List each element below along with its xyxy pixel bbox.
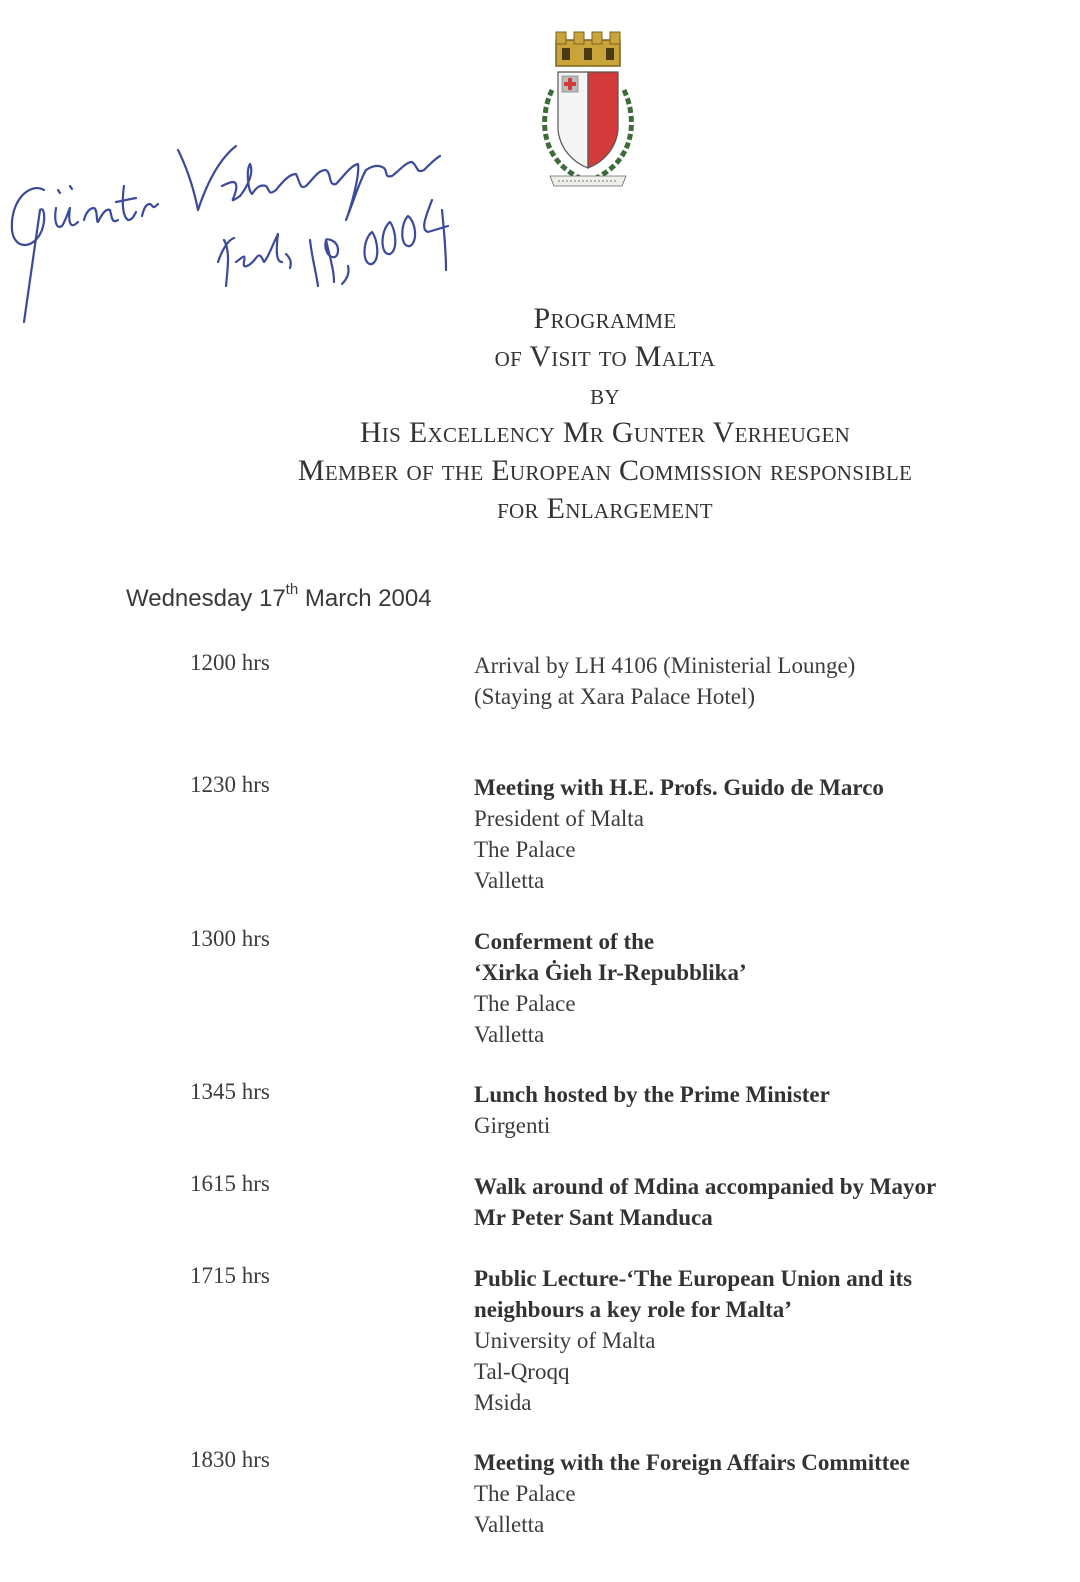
entry-line: Conferment of the bbox=[474, 929, 655, 954]
entry-details bbox=[474, 1171, 1064, 1233]
heading-line-5: Member of the European Commission responsible bbox=[297, 454, 913, 487]
entry-line: The Palace bbox=[474, 1481, 576, 1506]
date-weekday: Wednesday 17 bbox=[126, 585, 286, 612]
entry-line: ‘Xirka Ġieh Ir-Repubblika’ bbox=[474, 960, 747, 985]
entry-line: Valletta bbox=[474, 868, 545, 893]
entry-line: Walk around of Mdina accompanied by Mayor bbox=[474, 1174, 937, 1199]
heading-line-2: of Visit to Malta bbox=[494, 340, 716, 373]
entry-line: Meeting with the Foreign Affairs Committee bbox=[474, 1450, 910, 1475]
entry-line: Public Lecture-‘The European Union and its bbox=[474, 1266, 913, 1291]
entry-line: The Palace bbox=[474, 837, 576, 862]
entry-line: Arrival by LH 4106 (Ministerial Lounge) bbox=[474, 653, 856, 678]
entry-time: 1345 hrs bbox=[190, 1079, 270, 1104]
entry-time: 1830 hrs bbox=[190, 1447, 270, 1472]
entry-details bbox=[474, 650, 1064, 712]
entry-line: neighbours a key role for Malta’ bbox=[474, 1297, 792, 1322]
schedule-date bbox=[126, 581, 432, 613]
heading-line-6: for Enlargement bbox=[497, 492, 713, 525]
entry-line: Lunch hosted by the Prime Minister bbox=[474, 1082, 830, 1107]
entry-line: Valletta bbox=[474, 1512, 545, 1537]
entry-line: Mr Peter Sant Manduca bbox=[474, 1205, 713, 1230]
entry-details bbox=[474, 772, 1064, 896]
coat-of-arms-emblem bbox=[528, 30, 648, 190]
entry-line: The Palace bbox=[474, 991, 576, 1016]
entry-line: Meeting with H.E. Profs. Guido de Marco bbox=[474, 775, 884, 800]
entry-line: (Staying at Xara Palace Hotel) bbox=[474, 684, 755, 709]
heading-line-3: by bbox=[590, 378, 620, 411]
entry-time: 1715 hrs bbox=[190, 1263, 270, 1288]
entry-details bbox=[474, 926, 1064, 1050]
heading-line-1: Programme bbox=[533, 302, 677, 335]
entry-line: Msida bbox=[474, 1390, 532, 1415]
entry-time: 1300 hrs bbox=[190, 926, 270, 951]
entry-line: Valletta bbox=[474, 1022, 545, 1047]
entry-time: 1200 hrs bbox=[190, 650, 270, 675]
heading-line-4: His Excellency Mr Gunter Verheugen bbox=[359, 416, 851, 449]
entry-details bbox=[474, 1263, 1064, 1418]
date-rest: March 2004 bbox=[298, 585, 432, 612]
entry-line: Girgenti bbox=[474, 1113, 551, 1138]
entry-details bbox=[474, 1079, 1064, 1141]
date-ordinal: th bbox=[285, 581, 299, 598]
entry-time: 1615 hrs bbox=[190, 1171, 270, 1196]
entry-time: 1230 hrs bbox=[190, 772, 270, 797]
entry-line: President of Malta bbox=[474, 806, 644, 831]
programme-heading bbox=[150, 300, 1060, 528]
entry-line: Tal-Qroqq bbox=[474, 1359, 570, 1384]
entry-line: University of Malta bbox=[474, 1328, 656, 1353]
entry-details bbox=[474, 1447, 1064, 1540]
